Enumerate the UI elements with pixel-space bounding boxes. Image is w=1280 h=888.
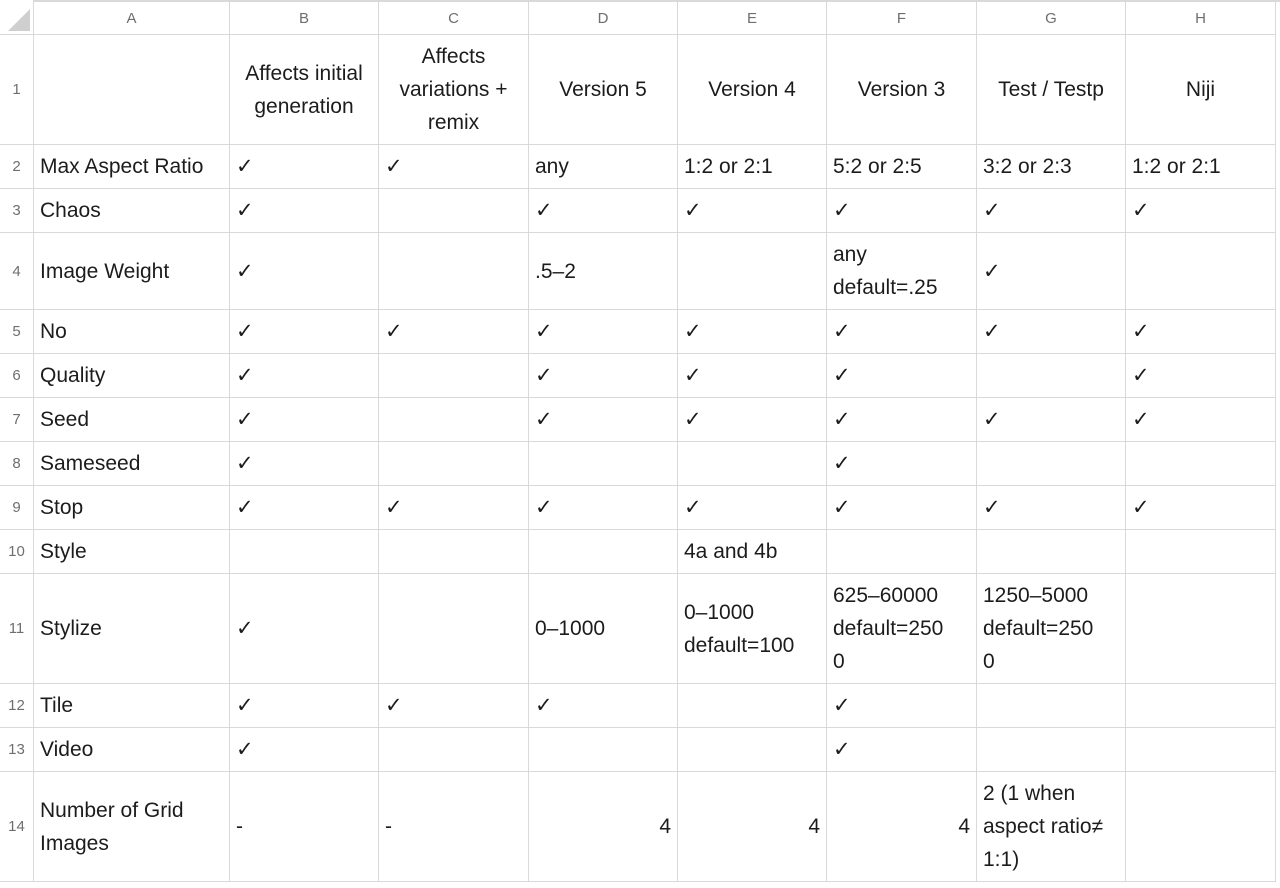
cell-e7[interactable]: ✓ (678, 398, 827, 442)
column-header-h[interactable]: H (1126, 2, 1276, 35)
cell-b13[interactable]: ✓ (230, 728, 379, 772)
cell-c11[interactable] (379, 574, 529, 684)
column-header-d[interactable]: D (529, 2, 678, 35)
cell-a8[interactable]: Sameseed (34, 442, 230, 486)
cell-e1[interactable]: Version 4 (678, 35, 827, 145)
cell-b2[interactable]: ✓ (230, 145, 379, 189)
cell-c14[interactable]: - (379, 772, 529, 882)
cell-c2[interactable]: ✓ (379, 145, 529, 189)
cell-b1[interactable]: Affects initial generation (230, 35, 379, 145)
cell-b8[interactable]: ✓ (230, 442, 379, 486)
cell-a13[interactable]: Video (34, 728, 230, 772)
cell-a10[interactable]: Style (34, 530, 230, 574)
cell-a11[interactable]: Stylize (34, 574, 230, 684)
cell-h9[interactable]: ✓ (1126, 486, 1276, 530)
cell-d10[interactable] (529, 530, 678, 574)
cell-h6[interactable]: ✓ (1126, 354, 1276, 398)
select-all-icon (8, 9, 30, 31)
cell-a2[interactable]: Max Aspect Ratio (34, 145, 230, 189)
cell-c1[interactable]: Affects variations + remix (379, 35, 529, 145)
cell-e14[interactable]: 4 (678, 772, 827, 882)
row-header-12[interactable]: 12 (0, 684, 34, 728)
row-header-4[interactable]: 4 (0, 233, 34, 310)
cell-f7[interactable]: ✓ (827, 398, 977, 442)
select-all-corner[interactable] (0, 0, 34, 35)
cell-d2[interactable]: any (529, 145, 678, 189)
cell-h4[interactable] (1126, 233, 1276, 310)
cell-f14[interactable]: 4 (827, 772, 977, 882)
cell-d5[interactable]: ✓ (529, 310, 678, 354)
cell-b5[interactable]: ✓ (230, 310, 379, 354)
cell-h7[interactable]: ✓ (1126, 398, 1276, 442)
cell-g9[interactable]: ✓ (977, 486, 1126, 530)
cell-e3[interactable]: ✓ (678, 189, 827, 233)
cell-g14[interactable]: 2 (1 when aspect ratio≠ 1:1) (977, 772, 1126, 882)
cell-h12[interactable] (1126, 684, 1276, 728)
cell-c8[interactable] (379, 442, 529, 486)
cell-f4[interactable]: any default=.25 (827, 233, 977, 310)
row-header-3[interactable]: 3 (0, 189, 34, 233)
row-header-5[interactable]: 5 (0, 310, 34, 354)
row-header-11[interactable]: 11 (0, 574, 34, 684)
cell-e4[interactable] (678, 233, 827, 310)
cell-h2[interactable]: 1:2 or 2:1 (1126, 145, 1276, 189)
cell-g8[interactable] (977, 442, 1126, 486)
cell-c6[interactable] (379, 354, 529, 398)
cell-g4[interactable]: ✓ (977, 233, 1126, 310)
cell-a6[interactable]: Quality (34, 354, 230, 398)
cell-g3[interactable]: ✓ (977, 189, 1126, 233)
cell-g12[interactable] (977, 684, 1126, 728)
cell-b4[interactable]: ✓ (230, 233, 379, 310)
cell-b7[interactable]: ✓ (230, 398, 379, 442)
cell-h14[interactable] (1126, 772, 1276, 882)
cell-c4[interactable] (379, 233, 529, 310)
cell-h5[interactable]: ✓ (1126, 310, 1276, 354)
cell-f9[interactable]: ✓ (827, 486, 977, 530)
cell-e5[interactable]: ✓ (678, 310, 827, 354)
cell-c10[interactable] (379, 530, 529, 574)
row-header-8[interactable]: 8 (0, 442, 34, 486)
cell-e6[interactable]: ✓ (678, 354, 827, 398)
cell-f12[interactable]: ✓ (827, 684, 977, 728)
cell-e2[interactable]: 1:2 or 2:1 (678, 145, 827, 189)
cell-e11[interactable]: 0–1000 default=100 (678, 574, 827, 684)
cell-g5[interactable]: ✓ (977, 310, 1126, 354)
cell-f13[interactable]: ✓ (827, 728, 977, 772)
cell-d6[interactable]: ✓ (529, 354, 678, 398)
cell-f11[interactable]: 625–60000 default=250 0 (827, 574, 977, 684)
cell-c5[interactable]: ✓ (379, 310, 529, 354)
cell-f6[interactable]: ✓ (827, 354, 977, 398)
cell-d4[interactable]: .5–2 (529, 233, 678, 310)
cell-h10[interactable] (1126, 530, 1276, 574)
cell-g11[interactable]: 1250–5000 default=250 0 (977, 574, 1126, 684)
cell-a4[interactable]: Image Weight (34, 233, 230, 310)
cell-f10[interactable] (827, 530, 977, 574)
cell-b3[interactable]: ✓ (230, 189, 379, 233)
cell-d1[interactable]: Version 5 (529, 35, 678, 145)
cell-d13[interactable] (529, 728, 678, 772)
cell-a7[interactable]: Seed (34, 398, 230, 442)
row-header-14[interactable]: 14 (0, 772, 34, 882)
row-header-7[interactable]: 7 (0, 398, 34, 442)
cell-b14[interactable]: - (230, 772, 379, 882)
cell-g13[interactable] (977, 728, 1126, 772)
cell-g6[interactable] (977, 354, 1126, 398)
row-header-1[interactable]: 1 (0, 35, 34, 145)
cell-b12[interactable]: ✓ (230, 684, 379, 728)
cell-g2[interactable]: 3:2 or 2:3 (977, 145, 1126, 189)
row-header-2[interactable]: 2 (0, 145, 34, 189)
cell-a9[interactable]: Stop (34, 486, 230, 530)
column-header-f[interactable]: F (827, 2, 977, 35)
cell-h3[interactable]: ✓ (1126, 189, 1276, 233)
row-header-9[interactable]: 9 (0, 486, 34, 530)
cell-g10[interactable] (977, 530, 1126, 574)
cell-c3[interactable] (379, 189, 529, 233)
cell-e8[interactable] (678, 442, 827, 486)
row-header-13[interactable]: 13 (0, 728, 34, 772)
cell-d9[interactable]: ✓ (529, 486, 678, 530)
cell-b9[interactable]: ✓ (230, 486, 379, 530)
cell-f3[interactable]: ✓ (827, 189, 977, 233)
cell-c7[interactable] (379, 398, 529, 442)
cell-a12[interactable]: Tile (34, 684, 230, 728)
cell-b6[interactable]: ✓ (230, 354, 379, 398)
cell-d12[interactable]: ✓ (529, 684, 678, 728)
cell-c13[interactable] (379, 728, 529, 772)
cell-a5[interactable]: No (34, 310, 230, 354)
column-header-c[interactable]: C (379, 2, 529, 35)
cell-c9[interactable]: ✓ (379, 486, 529, 530)
cell-f2[interactable]: 5:2 or 2:5 (827, 145, 977, 189)
column-header-a[interactable]: A (34, 2, 230, 35)
cell-h1[interactable]: Niji (1126, 35, 1276, 145)
cell-d3[interactable]: ✓ (529, 189, 678, 233)
cell-f5[interactable]: ✓ (827, 310, 977, 354)
column-header-b[interactable]: B (230, 2, 379, 35)
column-header-e[interactable]: E (678, 2, 827, 35)
cell-c12[interactable]: ✓ (379, 684, 529, 728)
cell-g7[interactable]: ✓ (977, 398, 1126, 442)
cell-h8[interactable] (1126, 442, 1276, 486)
cell-a3[interactable]: Chaos (34, 189, 230, 233)
cell-e10[interactable]: 4a and 4b (678, 530, 827, 574)
cell-d7[interactable]: ✓ (529, 398, 678, 442)
cell-h11[interactable] (1126, 574, 1276, 684)
cell-d14[interactable]: 4 (529, 772, 678, 882)
row-header-10[interactable]: 10 (0, 530, 34, 574)
cell-h13[interactable] (1126, 728, 1276, 772)
cell-e9[interactable]: ✓ (678, 486, 827, 530)
column-header-g[interactable]: G (977, 2, 1126, 35)
cell-d11[interactable]: 0–1000 (529, 574, 678, 684)
cell-b11[interactable]: ✓ (230, 574, 379, 684)
cell-a14[interactable]: Number of Grid Images (34, 772, 230, 882)
cell-a1[interactable] (34, 35, 230, 145)
row-header-6[interactable]: 6 (0, 354, 34, 398)
cell-g1[interactable]: Test / Testp (977, 35, 1126, 145)
cell-e13[interactable] (678, 728, 827, 772)
cell-e12[interactable] (678, 684, 827, 728)
cell-f1[interactable]: Version 3 (827, 35, 977, 145)
cell-f8[interactable]: ✓ (827, 442, 977, 486)
cell-d8[interactable] (529, 442, 678, 486)
cell-b10[interactable] (230, 530, 379, 574)
